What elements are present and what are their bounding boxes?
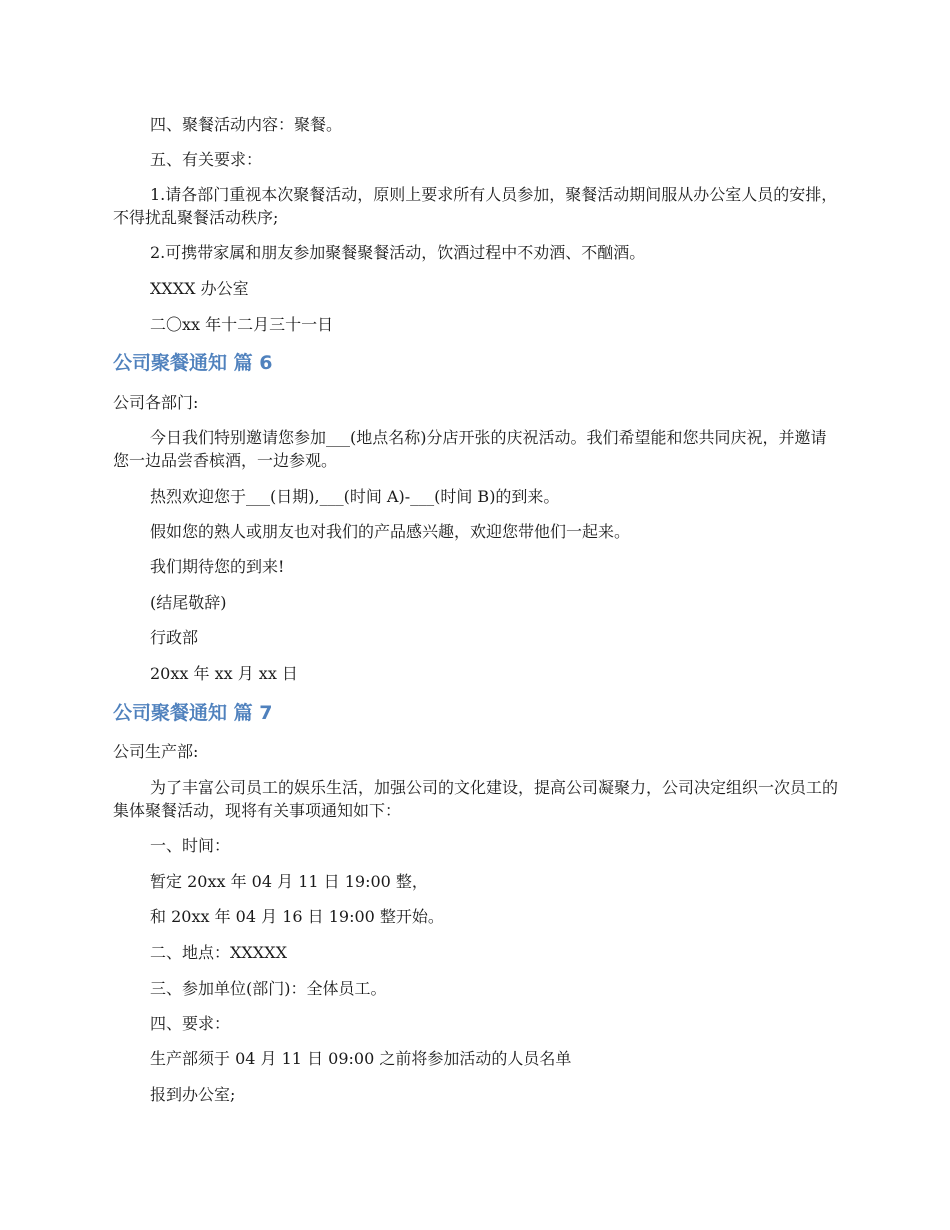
friends-welcome-line: 假如您的熟人或朋友也对我们的产品感兴趣，欢迎您带他们一起来。 [150, 522, 631, 541]
expectation-line: 我们期待您的到来! [150, 557, 285, 576]
activity-content-line: 四、聚餐活动内容：聚餐。 [150, 115, 343, 134]
section-7-heading: 公司聚餐通知 篇 7 [113, 702, 273, 724]
requirement-line: 生产部须于 04 月 11 日 09:00 之前将参加活动的人员名单 [150, 1049, 572, 1068]
section-6-heading: 公司聚餐通知 篇 6 [113, 352, 273, 374]
date-line: 二〇xx 年十二月三十一日 [150, 315, 334, 334]
requirement-1-paragraph: 1.请各部门重视本次聚餐活动，原则上要求所有人员参加，聚餐活动期间服从办公室人员的安排，不得扰乱聚餐活动秩序; [113, 185, 838, 227]
salutation-line: 公司各部门: [113, 393, 199, 412]
date-line: 20xx 年 xx 月 xx 日 [150, 664, 298, 683]
closing-line: (结尾敬辞) [150, 593, 227, 612]
department-signature: 行政部 [150, 628, 199, 647]
welcome-time-line: 热烈欢迎您于___(日期),___(时间 A)-___(时间 B)的到来。 [150, 487, 560, 506]
time-heading-line: 一、时间： [150, 836, 231, 855]
requirement-2-paragraph: 2.可携带家属和朋友参加聚餐聚餐活动，饮酒过程中不劝酒、不酗酒。 [150, 243, 646, 262]
invitation-paragraph: 今日我们特别邀请您参加___(地点名称)分店开张的庆祝活动。我们希望能和您共同庆祝，并邀请您一边品尝香槟酒，一边参观。 [113, 428, 827, 470]
location-line: 二、地点：XXXXX [150, 943, 287, 962]
intro-paragraph: 为了丰富公司员工的娱乐生活，加强公司的文化建设，提高公司凝聚力，公司决定组织一次员工的集体聚餐活动，现将有关事项通知如下： [113, 778, 839, 820]
participants-line: 三、参加单位(部门)：全体员工。 [150, 979, 387, 998]
salutation-line: 公司生产部: [113, 742, 199, 761]
requirements-heading-line: 五、有关要求： [150, 150, 263, 169]
office-signature: XXXX 办公室 [150, 279, 249, 298]
time-line-2: 和 20xx 年 04 月 16 日 19:00 整开始。 [150, 907, 444, 926]
time-line-1: 暂定 20xx 年 04 月 11 日 19:00 整， [150, 872, 428, 891]
report-line: 报到办公室; [150, 1085, 236, 1104]
requirements-heading-line: 四、要求： [150, 1014, 231, 1033]
